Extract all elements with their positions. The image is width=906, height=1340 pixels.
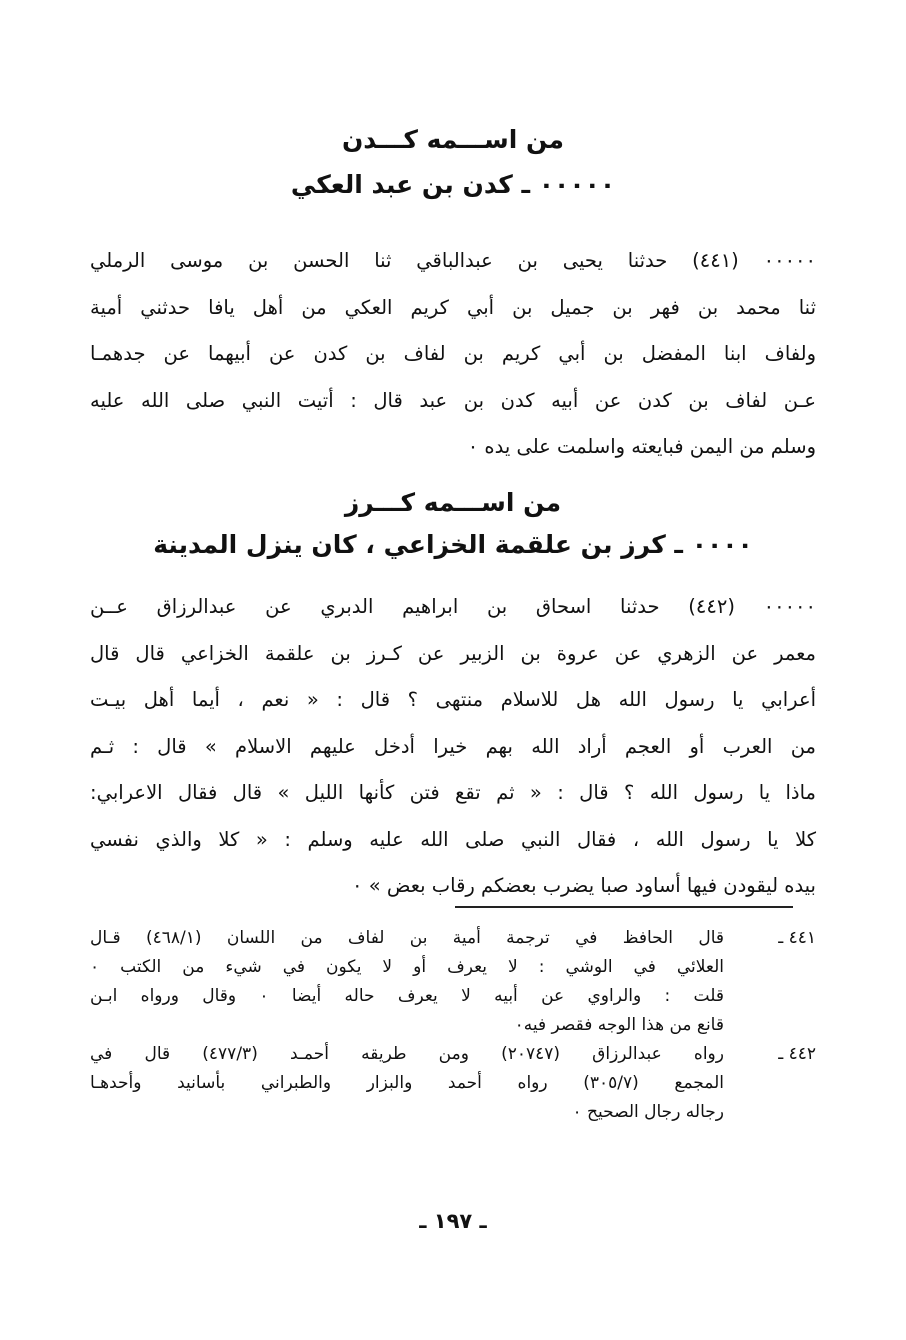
hadith-441-text: [90, 238, 816, 471]
section-heading-kurz: من اســـمه كـــرز: [344, 488, 562, 517]
footnote-separator: [455, 906, 793, 908]
footnote-line: رجاله رجال الصحيح ٠: [572, 1102, 724, 1122]
hadith-442-text: [90, 584, 816, 910]
text-line: أعرابي يا رسول الله هل للاسلام منتهى ؟ قال : « نعم ، أيما أهل بيـت: [90, 688, 816, 711]
text-line: من العرب أو العجم أراد الله بهم خيرا أدخل عليهم الاسلام » قال : ثـم: [90, 734, 816, 758]
text-line: ثنا محمد بن فهر بن جميل بن أبي كريم العكي من أهل يافا حدثني أمية: [90, 295, 816, 319]
footnote-number: ٤٤٢ ـ: [778, 1044, 816, 1064]
text-line: ماذا يا رسول الله ؟ قال : « ثم تقع فتن كأنها الليل » قال فقال الاعرابي:: [90, 781, 816, 804]
footnote-line: قال الحافظ في ترجمة أمية بن لفاف من اللسان (٤٦٨/١) قـال: [90, 928, 724, 948]
text-line: وسلم من اليمن فبايعته واسلمت على يده ٠: [467, 435, 816, 458]
entry-title-kurz: ٠٠٠٠ ـ كرز بن علقمة الخزاعي ، كان ينزل المدينة: [153, 530, 753, 559]
section-heading-kadan: من اســـمه كـــدن: [341, 125, 565, 154]
text-line: كلا يا رسول الله ، فقال النبي صلى الله عليه وسلم : « كلا والذي نفسي: [90, 827, 816, 851]
footnotes: [90, 924, 816, 1127]
footnote-number: ٤٤١ ـ: [778, 928, 816, 948]
text-line: عـن لفاف بن كدن عن أبيه كدن بن عبد قال : أتيت النبي صلى الله عليه: [90, 388, 816, 412]
footnote-line: العلائي في الوشي : لا يعرف أو لا يكون في شيء من الكتب ٠: [90, 957, 724, 977]
text-line: ٠٠٠٠٠ (٤٤١) حدثنا يحيى بن عبدالباقي ثنا الحسن بن موسى الرملي: [90, 249, 816, 272]
footnote-line: المجمع (٣٠٥/٧) رواه أحمد والبزار والطبراني بأسانيد وأحدهـا: [90, 1073, 724, 1093]
text-line: معمر عن الزهري عن عروة بن الزبير عن كـرز بن علقمة الخزاعي قال قال: [90, 641, 816, 665]
footnote-441: [90, 924, 816, 1040]
text-line: ولفاف ابنا المفضل بن أبي كريم بن لفاف بن كدن عن أبيهما عن جدهمـا: [90, 342, 816, 365]
text-line: بيده ليقودن فيها أساود صبا يضرب بعضكم رقاب بعض » ٠: [352, 874, 816, 897]
footnote-442: [90, 1040, 816, 1127]
page-number: ـ ١٩٧ ـ: [419, 1209, 487, 1233]
text-line: ٠٠٠٠٠ (٤٤٢) حدثنا اسحاق بن ابراهيم الدبري عن عبدالرزاق عــن: [90, 595, 816, 618]
footnote-line: قلت : والراوي عن أبيه لا يعرف حاله أيضا ٠ وقال ورواه ابـن: [90, 986, 724, 1006]
entry-title-kadan: ٠٠٠٠٠ ـ كدن بن عبد العكي: [290, 170, 616, 199]
footnote-line: رواه عبدالرزاق (٢٠٧٤٧) ومن طريقه أحمـد (٤٧٧/٣) قال في: [90, 1044, 724, 1064]
footnote-line: قانع من هذا الوجه فقصر فيه٠: [514, 1015, 724, 1035]
